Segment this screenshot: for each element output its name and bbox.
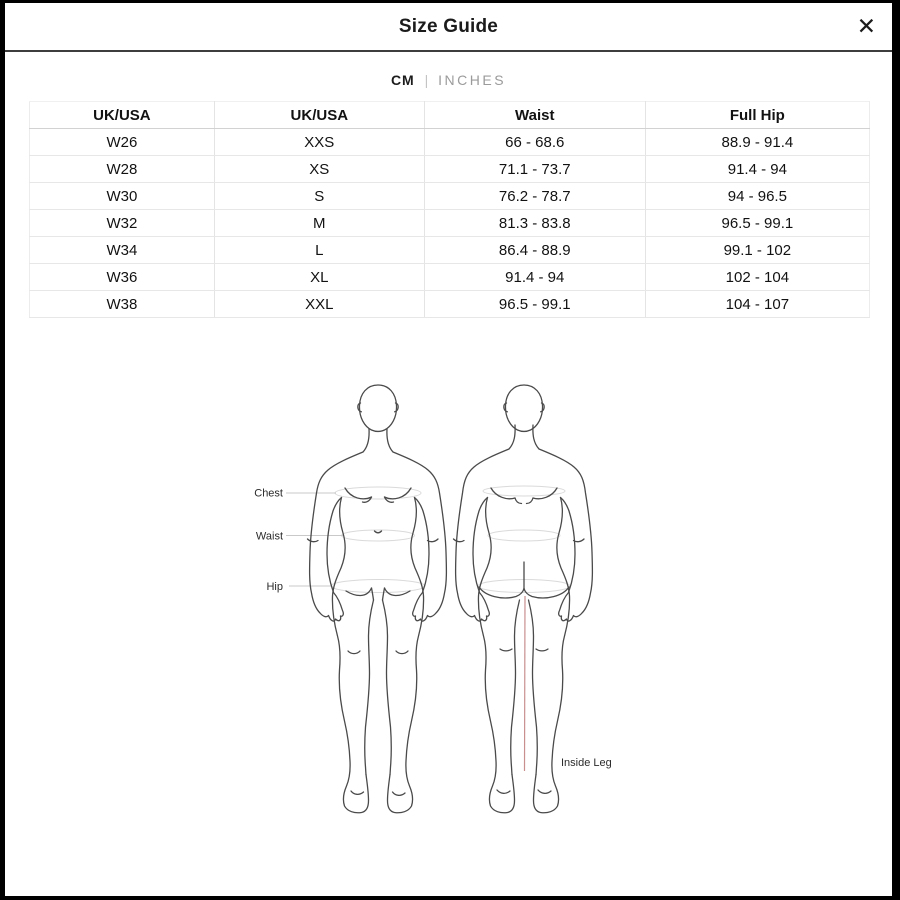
unit-toggle [5, 72, 892, 88]
table-cell: XS [214, 156, 424, 183]
table-cell: 94 - 96.5 [645, 183, 869, 210]
table-cell: 76.2 - 78.7 [424, 183, 645, 210]
table-cell: 96.5 - 99.1 [424, 291, 645, 318]
column-header: UK/USA [214, 102, 424, 129]
table-cell: 99.1 - 102 [645, 237, 869, 264]
size-table-head [30, 102, 870, 129]
table-cell: 66 - 68.6 [424, 129, 645, 156]
table-cell: S [214, 183, 424, 210]
table-row [30, 264, 870, 291]
table-cell: 86.4 - 88.9 [424, 237, 645, 264]
table-cell: W30 [30, 183, 215, 210]
table-cell: W28 [30, 156, 215, 183]
table-row [30, 183, 870, 210]
table-cell: 96.5 - 99.1 [645, 210, 869, 237]
table-cell: 88.9 - 91.4 [645, 129, 869, 156]
column-header: UK/USA [30, 102, 215, 129]
close-icon: ✕ [856, 12, 876, 39]
table-row [30, 156, 870, 183]
figure-back [454, 385, 593, 813]
waist-label: Waist [255, 530, 283, 543]
size-guide-modal [5, 3, 892, 896]
figure-front [286, 385, 446, 813]
table-cell: XL [214, 264, 424, 291]
table-cell: XXS [214, 129, 424, 156]
table-row [30, 210, 870, 237]
unit-separator: | [424, 72, 429, 88]
table-cell: W34 [30, 237, 215, 264]
unit-option-cm[interactable]: CM [390, 72, 415, 88]
table-cell: XXL [214, 291, 424, 318]
modal-title: Size Guide [398, 15, 499, 37]
size-table-body [30, 129, 870, 318]
table-cell: 102 - 104 [645, 264, 869, 291]
size-table [29, 101, 870, 318]
column-header: Waist [424, 102, 645, 129]
column-header: Full Hip [645, 102, 869, 129]
chest-label: Chest [254, 487, 283, 500]
table-cell: W32 [30, 210, 215, 237]
table-header-row [30, 102, 870, 129]
table-cell: 91.4 - 94 [645, 156, 869, 183]
table-cell: 91.4 - 94 [424, 264, 645, 291]
unit-option-inches[interactable]: INCHES [438, 72, 507, 88]
close-button[interactable] [856, 12, 876, 39]
body-measurement-diagram [5, 330, 900, 880]
table-row [30, 237, 870, 264]
table-cell: M [214, 210, 424, 237]
table-cell: 71.1 - 73.7 [424, 156, 645, 183]
table-row [30, 291, 870, 318]
table-cell: 104 - 107 [645, 291, 869, 318]
hip-label: Hip [266, 581, 283, 593]
table-cell: L [214, 237, 424, 264]
inside-leg-label: Inside Leg [561, 757, 612, 769]
table-cell: W26 [30, 129, 215, 156]
table-cell: 81.3 - 83.8 [424, 210, 645, 237]
modal-header [5, 3, 892, 52]
inside-leg-line [525, 596, 526, 771]
table-row [30, 129, 870, 156]
table-cell: W36 [30, 264, 215, 291]
table-cell: W38 [30, 291, 215, 318]
